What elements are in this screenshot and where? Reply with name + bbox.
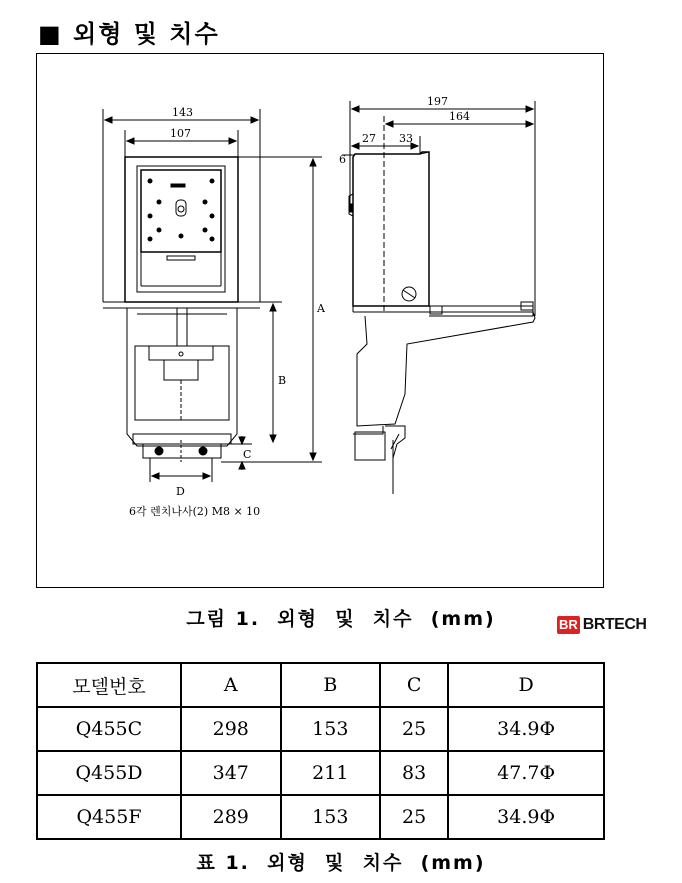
figure-caption: 그림 1. 외형 및 치수 (mm) (186, 608, 496, 630)
table-cell: 347 (181, 751, 281, 795)
table-cell: Q455C (37, 707, 181, 751)
dim-107: 107 (170, 127, 191, 140)
logo-badge: BR (559, 617, 578, 632)
table-header: A (181, 663, 281, 707)
dim-B: B (278, 374, 287, 387)
table-cell: 153 (281, 707, 381, 751)
table-row (37, 795, 604, 839)
table-cell: 34.9Φ (448, 707, 604, 751)
table-header: 모델번호 (37, 663, 181, 707)
table-cell: 298 (181, 707, 281, 751)
logo-text: BRTECH (582, 616, 647, 633)
table-cell: 34.9Φ (448, 795, 604, 839)
dim-33: 33 (399, 132, 413, 145)
table-cell: 211 (281, 751, 381, 795)
table-row (37, 707, 604, 751)
section-title: ■ 외형 및 치수 (38, 20, 220, 48)
dimension-drawing-frame (36, 53, 604, 588)
table-cell: Q455D (37, 751, 181, 795)
table-row (37, 751, 604, 795)
brtech-logo (557, 616, 646, 634)
table-header: D (448, 663, 604, 707)
table-header: B (281, 663, 381, 707)
table-cell: 289 (181, 795, 281, 839)
dim-C: C (243, 448, 252, 461)
table-header: C (380, 663, 448, 707)
table-cell: 47.7Φ (448, 751, 604, 795)
dimension-table (36, 662, 605, 840)
table-cell: 153 (281, 795, 381, 839)
dim-27: 27 (362, 132, 376, 145)
dim-164: 164 (449, 110, 470, 123)
dim-D: D (176, 485, 185, 498)
table-cell: 25 (380, 795, 448, 839)
dim-197: 197 (427, 95, 448, 108)
table-cell: 83 (380, 751, 448, 795)
dim-A: A (317, 302, 325, 315)
dim-143: 143 (172, 106, 193, 119)
dimension-drawing (37, 54, 605, 589)
screw-note: 6각 렌치나사(2) M8 × 10 (129, 505, 261, 518)
table-cell: Q455F (37, 795, 181, 839)
table-header-row (37, 663, 604, 707)
dim-6: 6 (339, 153, 346, 166)
table-cell: 25 (380, 707, 448, 751)
table-caption: 표 1. 외형 및 치수 (mm) (196, 852, 486, 874)
